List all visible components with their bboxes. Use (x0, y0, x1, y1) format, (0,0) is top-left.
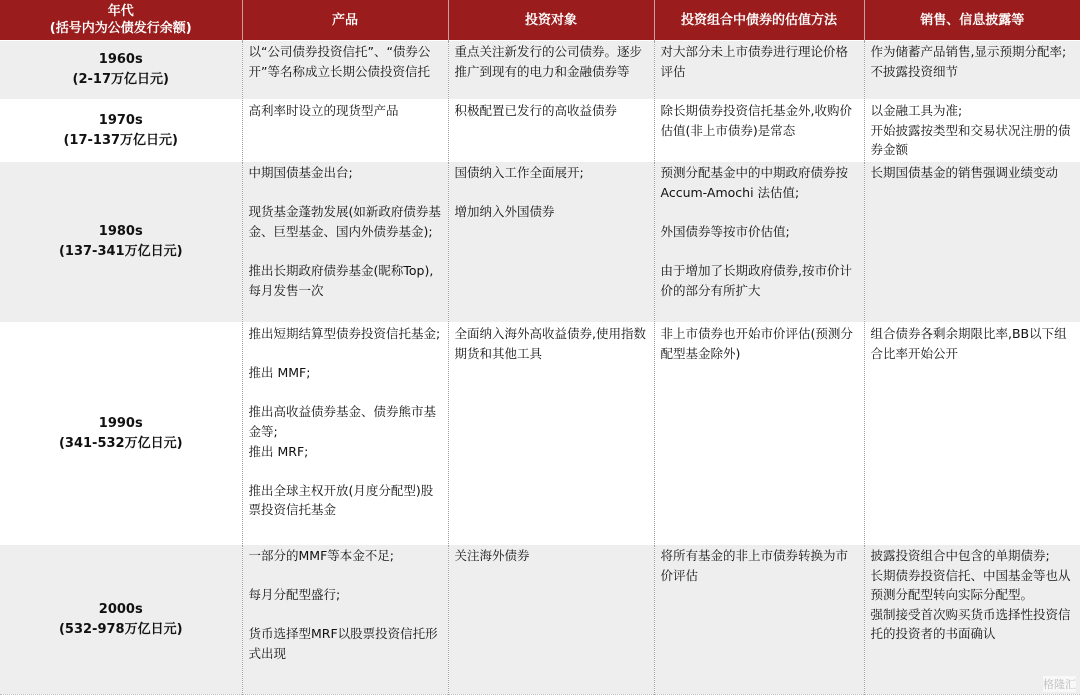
watermark-logo: 格隆汇 (1043, 678, 1076, 691)
valuation-text: 预测分配基金中的中期政府债券按 Accum-Amochi 法估值; (660, 165, 849, 200)
era-cell (0, 162, 242, 323)
valuation-text: 外国债券等按市价估值; (660, 223, 790, 239)
target-text: 积极配置已发行的高收益债券 (454, 103, 618, 118)
sales-cell (864, 323, 1080, 545)
valuation-cell (654, 545, 864, 695)
product-text: 推出 MRF; (248, 443, 309, 459)
paragraph-gap (249, 241, 444, 261)
sales-text: 披露投资组合中包含的单期债券; (870, 548, 1050, 563)
product-cell (242, 100, 448, 162)
era-label: 1990s (98, 415, 143, 431)
paragraph-gap (455, 183, 650, 203)
sales-cell (864, 162, 1080, 323)
target-text: 国债纳入工作全面展开; (454, 165, 584, 180)
sales-text: 组合债券各剩余期限比率,BB以下组合比率开始公开 (870, 326, 1067, 361)
sales-text: 不披露投资细节 (870, 63, 959, 79)
target-cell (448, 545, 654, 695)
era-cell (0, 100, 242, 162)
valuation-text: 对大部分未上市债券进行理论价格评估 (660, 44, 849, 79)
era-range: (137-341万亿日元) (58, 244, 183, 259)
sales-text: 长期债券投资信托、中国基金等也从预测分配型转向实际分配型。 (870, 567, 1071, 603)
product-cell (242, 323, 448, 545)
header-sales: 销售、信息披露等 (864, 0, 1080, 41)
table-row (0, 545, 1080, 695)
valuation-cell (654, 100, 864, 162)
target-text: 增加纳入外国债券 (454, 204, 555, 220)
sales-text: 开始披露按类型和交易状况注册的债券金额 (870, 122, 1071, 158)
valuation-cell (654, 162, 864, 323)
sales-text: 以金融工具为准; (870, 103, 963, 118)
paragraph-gap (249, 383, 444, 403)
product-cell (242, 41, 448, 100)
product-text: 推出短期结算型债券投资信托基金; (248, 326, 441, 341)
target-cell (448, 162, 654, 323)
target-text: 关注海外债券 (454, 548, 530, 563)
sales-text: 作为储蓄产品销售,显示预期分配率; (870, 44, 1067, 59)
paragraph-gap (249, 461, 444, 481)
header-era-note: (括号内为公债发行余额) (49, 21, 192, 36)
product-text: 货币选择型MRF以股票投资信托形式出现 (248, 626, 438, 661)
table-row (0, 41, 1080, 100)
sales-cell (864, 41, 1080, 100)
product-text: 以“公司债券投资信托”、“债券公开”等名称成立长期公债投资信托 (248, 44, 431, 79)
target-text: 重点关注新发行的公司债券。逐步推广到现有的电力和金融债券等 (454, 44, 643, 79)
paragraph-gap (249, 344, 444, 364)
valuation-cell (654, 323, 864, 545)
era-label: 1960s (98, 52, 143, 67)
era-cell (0, 41, 242, 100)
target-cell (448, 100, 654, 162)
era-label: 1980s (98, 224, 143, 239)
paragraph-gap (249, 566, 444, 586)
target-cell (448, 323, 654, 545)
product-text: 高利率时设立的现货型产品 (248, 103, 399, 118)
era-cell (0, 323, 242, 545)
paragraph-gap (249, 605, 444, 625)
target-text: 全面纳入海外高收益债券,使用指数期货和其他工具 (454, 326, 646, 361)
header-era-title: 年代 (107, 4, 134, 19)
header-target: 投资对象 (448, 0, 654, 41)
product-text: 中期国债基金出台; (248, 165, 353, 180)
table-row (0, 323, 1080, 545)
product-cell (242, 545, 448, 695)
paragraph-gap (661, 241, 860, 261)
era-range: (2-17万亿日元) (72, 72, 169, 87)
sales-text: 强制接受首次购买货币选择性投资信托的投资者的书面确认 (870, 606, 1071, 642)
era-cell (0, 545, 242, 695)
product-text: 推出 MMF; (248, 365, 311, 381)
table-row (0, 162, 1080, 323)
valuation-text: 将所有基金的非上市债券转换为市价评估 (660, 548, 849, 583)
header-era (0, 0, 242, 41)
valuation-cell (654, 41, 864, 100)
era-label: 1970s (98, 112, 143, 128)
paragraph-gap (249, 183, 444, 203)
valuation-text: 非上市债券也开始市价评估(预测分配型基金除外) (660, 326, 853, 361)
era-range: (341-532万亿日元) (58, 435, 183, 451)
paragraph-gap (661, 202, 860, 222)
product-text: 推出长期政府债券基金(昵称Top),每月发售一次 (248, 262, 434, 298)
era-range: (17-137万亿日元) (63, 132, 178, 148)
sales-text: 长期国债基金的销售强调业绩变动 (870, 165, 1059, 180)
era-label: 2000s (98, 601, 143, 617)
product-text: 推出全球主权开放(月度分配型)股票投资信托基金 (248, 482, 434, 518)
product-cell (242, 162, 448, 323)
valuation-text: 除长期债券投资信托基金外,收购价估值(非上市债券)是常态 (660, 103, 852, 138)
product-text: 现货基金蓬勃发展(如新政府债券基金、巨型基金、国内外债券基金); (248, 204, 441, 239)
product-text: 一部分的MMF等本金不足; (248, 548, 394, 563)
header-valuation: 投资组合中债券的估值方法 (654, 0, 864, 41)
product-text: 推出高收益债券基金、债券熊市基金等; (248, 404, 437, 439)
era-range: (532-978万亿日元) (58, 621, 183, 637)
sales-cell (864, 545, 1080, 695)
target-cell (448, 41, 654, 100)
valuation-text: 由于增加了长期政府债券,按市价计价的部分有所扩大 (660, 262, 852, 298)
table-header-row (0, 0, 1080, 41)
product-text: 每月分配型盛行; (248, 587, 341, 603)
sales-cell (864, 100, 1080, 162)
header-product: 产品 (242, 0, 448, 41)
table-row (0, 100, 1080, 162)
